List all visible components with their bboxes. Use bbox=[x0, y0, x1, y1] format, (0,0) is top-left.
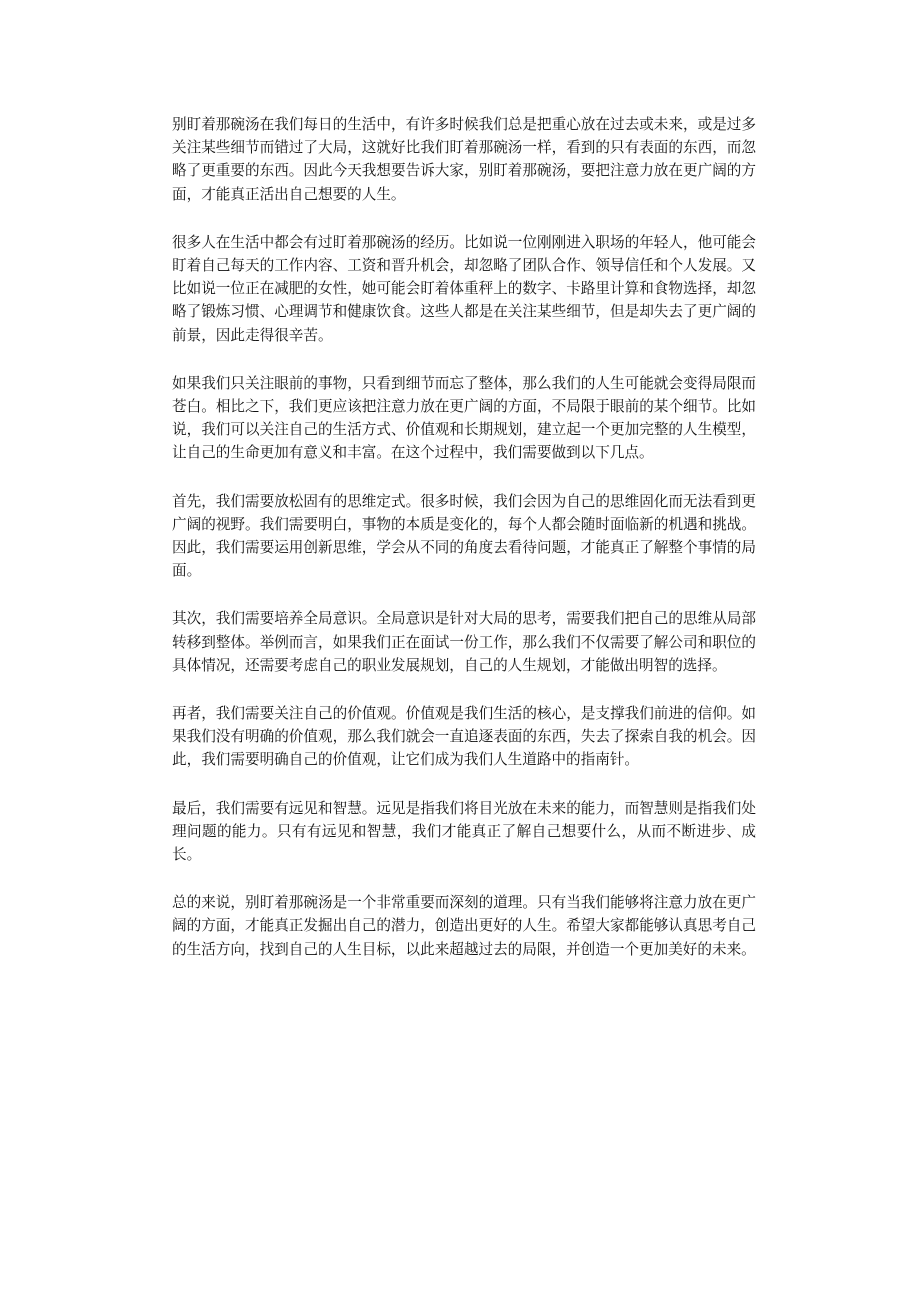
paragraph-second-point: 其次，我们需要培养全局意识。全局意识是针对大局的思考，需要我们把自己的思维从局部转移到整体。举例而言，如果我们正在面试一份工作，那么我们不仅需要了解公司和职位的具体情况，还需要考虑自己的职业发展规划，自己的人生规划，才能做出明智的选择。 bbox=[172, 610, 756, 674]
paragraph-contrast: 如果我们只关注眼前的事物，只看到细节而忘了整体，那么我们的人生可能就会变得局限而苍白。相比之下，我们更应该把注意力放在更广阔的方面，不局限于眼前的某个细节。比如说，我们可以关注自己的生活方式、价值观和长期规划，建立起一个更加完整的人生模型，让自己的生命更加有意义和丰富。在这个过程中，我们需要做到以下几点。 bbox=[172, 374, 756, 462]
document-body bbox=[172, 113, 756, 986]
paragraph-intro: 别盯着那碗汤在我们每日的生活中，有许多时候我们总是把重心放在过去或未来，或是过多关注某些细节而错过了大局，这就好比我们盯着那碗汤一样，看到的只有表面的东西，而忽略了更重要的东西。因此今天我想要告诉大家，别盯着那碗汤，要把注意力放在更广阔的方面，才能真正活出自己想要的人生。 bbox=[172, 116, 756, 203]
paragraph-examples: 很多人在生活中都会有过盯着那碗汤的经历。比如说一位刚刚进入职场的年轻人，他可能会盯着自己每天的工作内容、工资和晋升机会，却忽略了团队合作、领导信任和个人发展。又比如说一位正在减肥的女性，她可能会盯着体重秤上的数字、卡路里计算和食物选择，却忽略了锻炼习惯、心理调节和健康饮食。这些人都是在关注某些细节，但是却失去了更广阔的前景，因此走得很辛苦。 bbox=[172, 233, 756, 344]
paragraph-third-point: 再者，我们需要关注自己的价值观。价值观是我们生活的核心，是支撑我们前进的信仰。如果我们没有明确的价值观，那么我们就会一直追逐表面的东西，失去了探索自我的机会。因此，我们需要明确自己的价值观，让它们成为我们人生道路中的指南针。 bbox=[172, 705, 756, 769]
paragraph-conclusion: 总的来说，别盯着那碗汤是一个非常重要而深刻的道理。只有当我们能够将注意力放在更广阔的方面，才能真正发掘出自己的潜力，创造出更好的人生。希望大家都能够认真思考自己的生活方向，找到自己的人生目标，以此来超越过去的局限，并创造一个更加美好的未来。 bbox=[172, 894, 756, 958]
paragraph-last-point: 最后，我们需要有远见和智慧。远见是指我们将目光放在未来的能力，而智慧则是指我们处理问题的能力。只有有远见和智慧，我们才能真正了解自己想要什么，从而不断进步、成长。 bbox=[172, 799, 756, 864]
paragraph-first-point: 首先，我们需要放松固有的思维定式。很多时候，我们会因为自己的思维固化而无法看到更广阔的视野。我们需要明白，事物的本质是变化的，每个人都会随时面临新的机遇和挑战。因此，我们需要运用创新思维，学会从不同的角度去看待问题，才能真正了解整个事情的局面。 bbox=[172, 492, 756, 580]
